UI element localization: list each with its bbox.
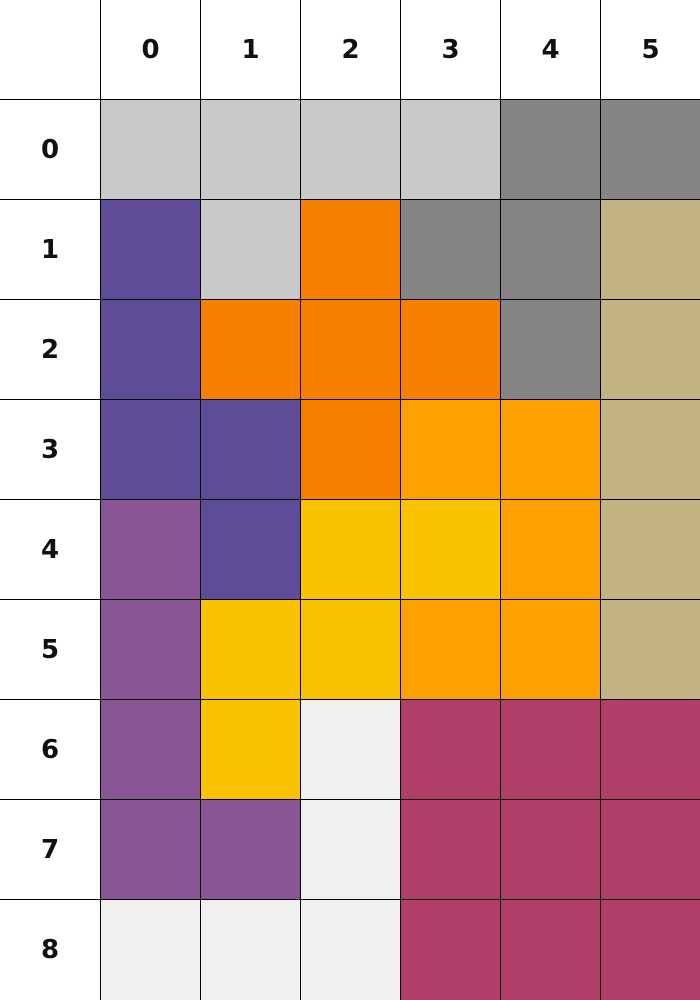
grid-cell[interactable]: [100, 300, 200, 400]
column-label-2: 2: [300, 0, 400, 100]
row-label-1: 1: [0, 200, 100, 300]
grid-cell[interactable]: [200, 300, 300, 400]
grid-cell[interactable]: [200, 500, 300, 600]
grid-cell[interactable]: [600, 500, 700, 600]
column-label-4: 4: [500, 0, 600, 100]
column-label-1: 1: [200, 0, 300, 100]
row-label-2: 2: [0, 300, 100, 400]
grid-cell[interactable]: [300, 700, 400, 800]
grid-cell[interactable]: [100, 700, 200, 800]
grid-cell[interactable]: [300, 100, 400, 200]
grid-cell[interactable]: [200, 600, 300, 700]
grid-cell[interactable]: [200, 100, 300, 200]
row-label-4: 4: [0, 500, 100, 600]
grid-cell[interactable]: [300, 200, 400, 300]
grid-cell[interactable]: [200, 900, 300, 1000]
grid-cell[interactable]: [400, 200, 500, 300]
grid-cell[interactable]: [200, 200, 300, 300]
grid-cell[interactable]: [600, 300, 700, 400]
grid-cell[interactable]: [500, 500, 600, 600]
grid-cell[interactable]: [600, 900, 700, 1000]
grid-cell[interactable]: [300, 800, 400, 900]
column-label-5: 5: [600, 0, 700, 100]
row-label-8: 8: [0, 900, 100, 1000]
grid-cell[interactable]: [500, 100, 600, 200]
grid-cell[interactable]: [100, 600, 200, 700]
row-label-3: 3: [0, 400, 100, 500]
grid-cell[interactable]: [500, 900, 600, 1000]
grid-cell[interactable]: [300, 500, 400, 600]
grid-cell[interactable]: [500, 200, 600, 300]
grid-cell[interactable]: [600, 200, 700, 300]
grid-cell[interactable]: [400, 700, 500, 800]
grid-cell[interactable]: [100, 500, 200, 600]
grid-cell[interactable]: [100, 900, 200, 1000]
grid-cell[interactable]: [400, 100, 500, 200]
grid-cell[interactable]: [100, 400, 200, 500]
grid-cell[interactable]: [400, 400, 500, 500]
grid-cell[interactable]: [200, 700, 300, 800]
column-label-0: 0: [100, 0, 200, 100]
grid-cell[interactable]: [400, 900, 500, 1000]
grid-cell[interactable]: [500, 600, 600, 700]
grid-cell[interactable]: [100, 800, 200, 900]
grid-cell[interactable]: [600, 100, 700, 200]
grid-cell[interactable]: [200, 400, 300, 500]
grid-cell[interactable]: [300, 400, 400, 500]
grid-cell[interactable]: [500, 800, 600, 900]
grid-cell[interactable]: [100, 200, 200, 300]
grid-cell[interactable]: [400, 600, 500, 700]
corner-cell: [0, 0, 100, 100]
grid-cell[interactable]: [300, 300, 400, 400]
grid-cell[interactable]: [300, 600, 400, 700]
row-label-5: 5: [0, 600, 100, 700]
grid-cell[interactable]: [500, 700, 600, 800]
row-label-0: 0: [0, 100, 100, 200]
row-label-7: 7: [0, 800, 100, 900]
grid-cell[interactable]: [400, 500, 500, 600]
row-label-6: 6: [0, 700, 100, 800]
grid-cell[interactable]: [200, 800, 300, 900]
grid-cell[interactable]: [600, 800, 700, 900]
grid-cell[interactable]: [600, 600, 700, 700]
grid-cell[interactable]: [400, 300, 500, 400]
grid-cell[interactable]: [500, 300, 600, 400]
column-label-3: 3: [400, 0, 500, 100]
grid-cell[interactable]: [500, 400, 600, 500]
grid-cell[interactable]: [600, 400, 700, 500]
grid-cell[interactable]: [300, 900, 400, 1000]
grid-cell[interactable]: [600, 700, 700, 800]
grid-cell[interactable]: [400, 800, 500, 900]
grid-cell[interactable]: [100, 100, 200, 200]
